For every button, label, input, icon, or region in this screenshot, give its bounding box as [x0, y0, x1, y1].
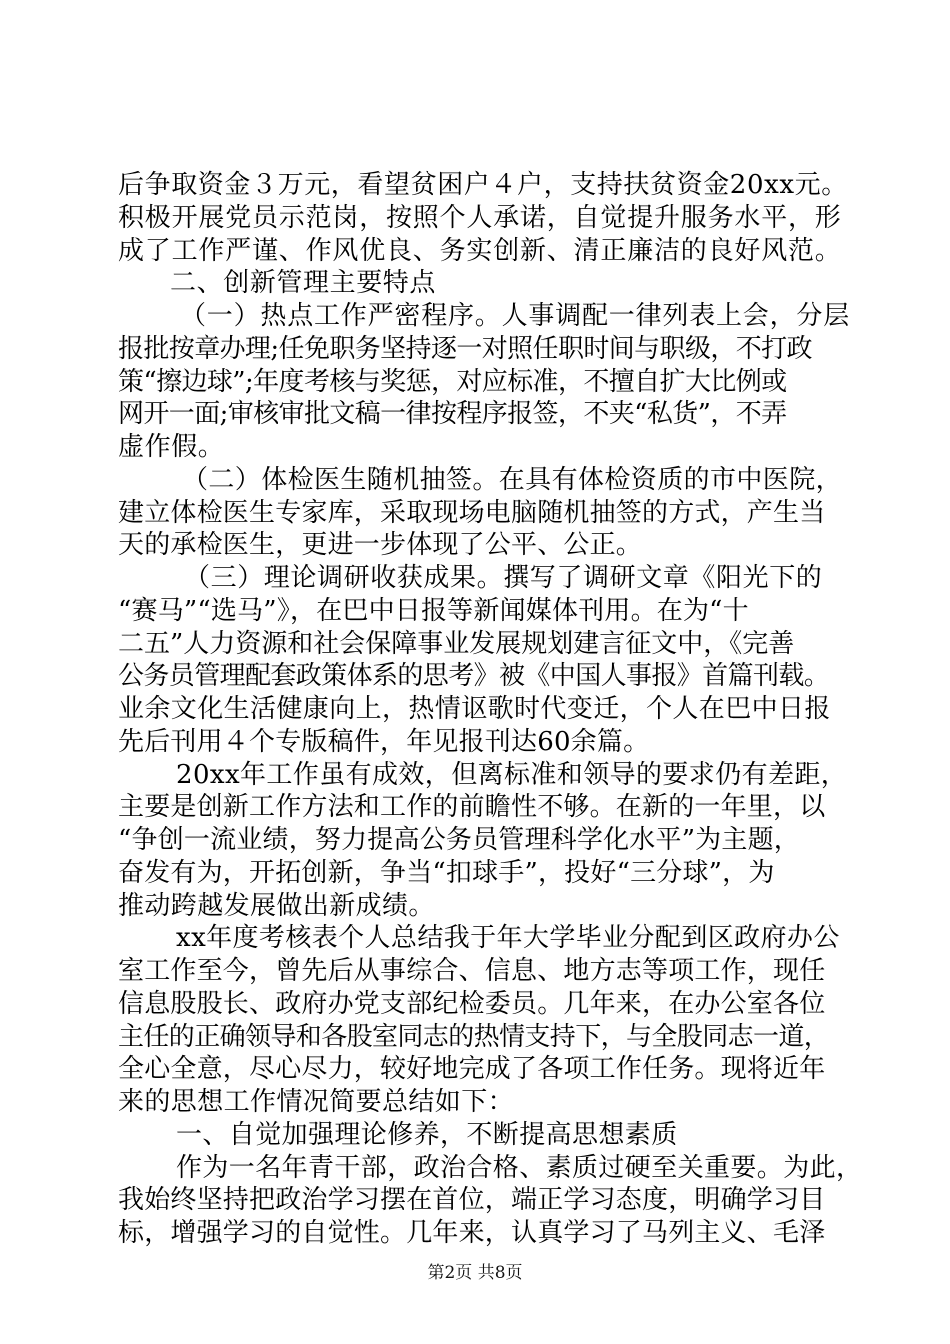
- text-line: 我始终坚持把政治学习摆在首位，端正学习态度，明确学习目: [118, 1185, 826, 1216]
- text-line: 信息股股长、政府办党支部纪检委员。几年来，在办公室各位: [118, 988, 826, 1019]
- text-line: xx年度考核表个人总结我于年大学毕业分配到区政府办公: [176, 923, 840, 954]
- text-line: 奋发有为，开拓创新，争当“扣球手”，投好“三分球”，为: [118, 857, 775, 888]
- text-line: 成了工作严谨、作风优良、务实创新、清正廉洁的良好风范。: [118, 235, 842, 266]
- text-line: （二）体检医生随机抽签。在具有体检资质的市中医院，: [182, 464, 843, 495]
- text-line: 作为一名年青干部，政治合格、素质过硬至关重要。为此，: [176, 1152, 863, 1183]
- text-line: “赛马”“选马”》，在巴中日报等新闻媒体刊用。在为“十: [118, 595, 749, 626]
- text-line: 天的承检医生，更进一步体现了公平、公正。: [118, 530, 643, 561]
- text-line: 虚作假。: [118, 432, 225, 463]
- text-line: 室工作至今，曾先后从事综合、信息、地方志等项工作，现任: [118, 956, 826, 987]
- text-line: 先后刊用４个专版稿件，年见报刊达60余篇。: [118, 726, 650, 757]
- text-line: （一）热点工作严密程序。人事调配一律列表上会，分层: [180, 301, 851, 332]
- text-line: 全心全意，尽心尽力，较好地完成了各项工作任务。现将近年: [118, 1054, 826, 1085]
- text-line: 二五”人力资源和社会保障事业发展规划建言征文中，《完善: [118, 628, 795, 659]
- page-number-footer: 第2页 共8页: [427, 1263, 523, 1283]
- text-line: 策“擦边球”;年度考核与奖惩，对应标准，不擅自扩大比例或: [118, 366, 787, 397]
- text-line: 20xx年工作虽有成效，但离标准和领导的要求仍有差距，: [176, 759, 848, 790]
- text-line: 主要是创新工作方法和工作的前瞻性不够。在新的一年里，以: [118, 792, 826, 823]
- text-line: 报批按章办理;任免职务坚持逐一对照任职时间与职级，不打政: [118, 333, 812, 364]
- text-line: “争创一流业绩，努力提高公务员管理科学化水平”为主题，: [118, 825, 800, 856]
- text-line: 后争取资金３万元，看望贫困户４户，支持扶贫资金20xx元。: [118, 170, 848, 200]
- section-heading: 二、创新管理主要特点: [170, 268, 437, 299]
- text-line: 建立体检医生专家库，采取现场电脑随机抽签的方式，产生当: [118, 497, 826, 528]
- text-line: （三）理论调研收获成果。撰写了调研文章《阳光下的: [184, 563, 823, 594]
- text-line: 业余文化生活健康向上，热情讴歌时代变迁，个人在巴中日报: [118, 694, 831, 725]
- text-line: 网开一面;审核审批文稿一律按程序报签，不夹“私货”，不弄: [118, 399, 787, 430]
- text-line: 公务员管理配套政策体系的思考》被《中国人事报》首篇刊载。: [118, 661, 830, 692]
- text-line: 来的思想工作情况简要总结如下：: [118, 1087, 515, 1118]
- section-heading: 一、自觉加强理论修养，不断提高思想素质: [176, 1119, 678, 1150]
- text-line: 推动跨越发展做出新成绩。: [118, 890, 435, 921]
- text-line: 主任的正确领导和各股室同志的热情支持下，与全股同志一道，: [118, 1021, 830, 1052]
- text-line: 积极开展党员示范岗，按照个人承诺，自觉提升服务水平，形: [118, 202, 842, 233]
- text-line: 标，增强学习的自觉性。几年来，认真学习了马列主义、毛泽: [118, 1218, 826, 1249]
